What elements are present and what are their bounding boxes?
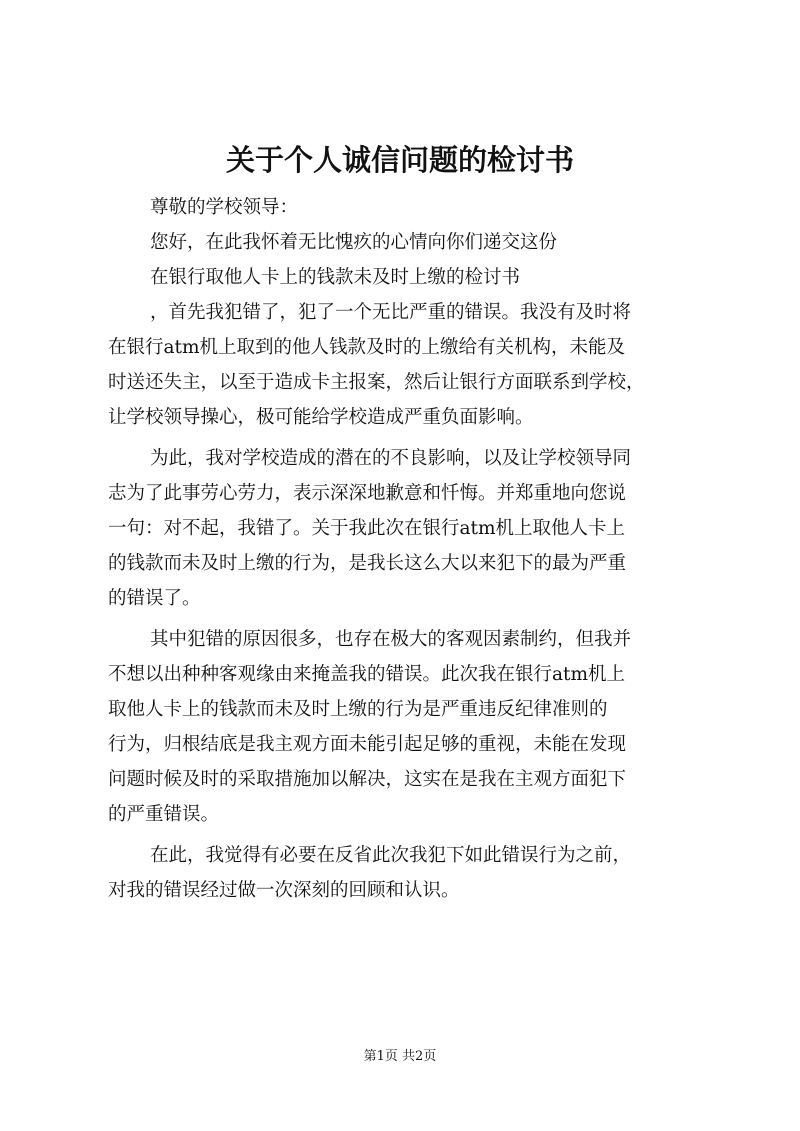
body-line: 为此，我对学校造成的潜在的不良影响，以及让学校领导同 [150, 448, 632, 469]
document-body [108, 190, 704, 908]
body-line: 一句：对不起，我错了。关于我此次在银行atm机上取他人卡上 [108, 518, 626, 539]
body-line: 的严重错误。 [108, 804, 220, 825]
document-title: 关于个人诚信问题的检讨书 [225, 143, 574, 177]
body-line: 在银行atm机上取到的他人钱款及时的上缴给有关机构，未能及 [108, 337, 626, 358]
body-line: 的错误了。 [108, 588, 201, 609]
body-line: 行为，归根结底是我主观方面未能引起足够的重视，未能在发现 [108, 734, 627, 755]
body-line: 不想以出种种客观缘由来掩盖我的错误。此次我在银行atm机上 [108, 664, 626, 685]
body-line: 志为了此事劳心劳力，表示深深地歉意和忏悔。并郑重地向您说 [108, 483, 627, 504]
body-line: 在此，我觉得有必要在反省此次我犯下如此错误行为之前， [150, 845, 632, 866]
body-line: 取他人卡上的钱款而未及时上缴的行为是严重违反纪律准则的 [108, 699, 608, 720]
salutation-line: 尊敬的学校领导： [150, 197, 299, 218]
page-number: 第1页 共2页 [363, 1049, 437, 1064]
body-line: 让学校领导操心，极可能给学校造成严重负面影响。 [108, 407, 534, 428]
body-line: ，首先我犯错了，犯了一个无比严重的错误。我没有及时将 [150, 302, 632, 323]
body-line: 其中犯错的原因很多，也存在极大的客观因素制约，但我并 [150, 629, 632, 650]
body-line: 在银行取他人卡上的钱款未及时上缴的检讨书 [150, 267, 521, 288]
body-line: 您好，在此我怀着无比愧疚的心情向你们递交这份 [150, 232, 558, 253]
body-line: 问题时候及时的采取措施加以解决，这实在是我在主观方面犯下 [108, 769, 627, 790]
body-line: 对我的错误经过做一次深刻的回顾和认识。 [108, 880, 460, 901]
body-line: 时送还失主，以至于造成卡主报案，然后让银行方面联系到学校， [108, 372, 645, 393]
body-line: 的钱款而未及时上缴的行为，是我长这么大以来犯下的最为严重 [108, 553, 627, 574]
